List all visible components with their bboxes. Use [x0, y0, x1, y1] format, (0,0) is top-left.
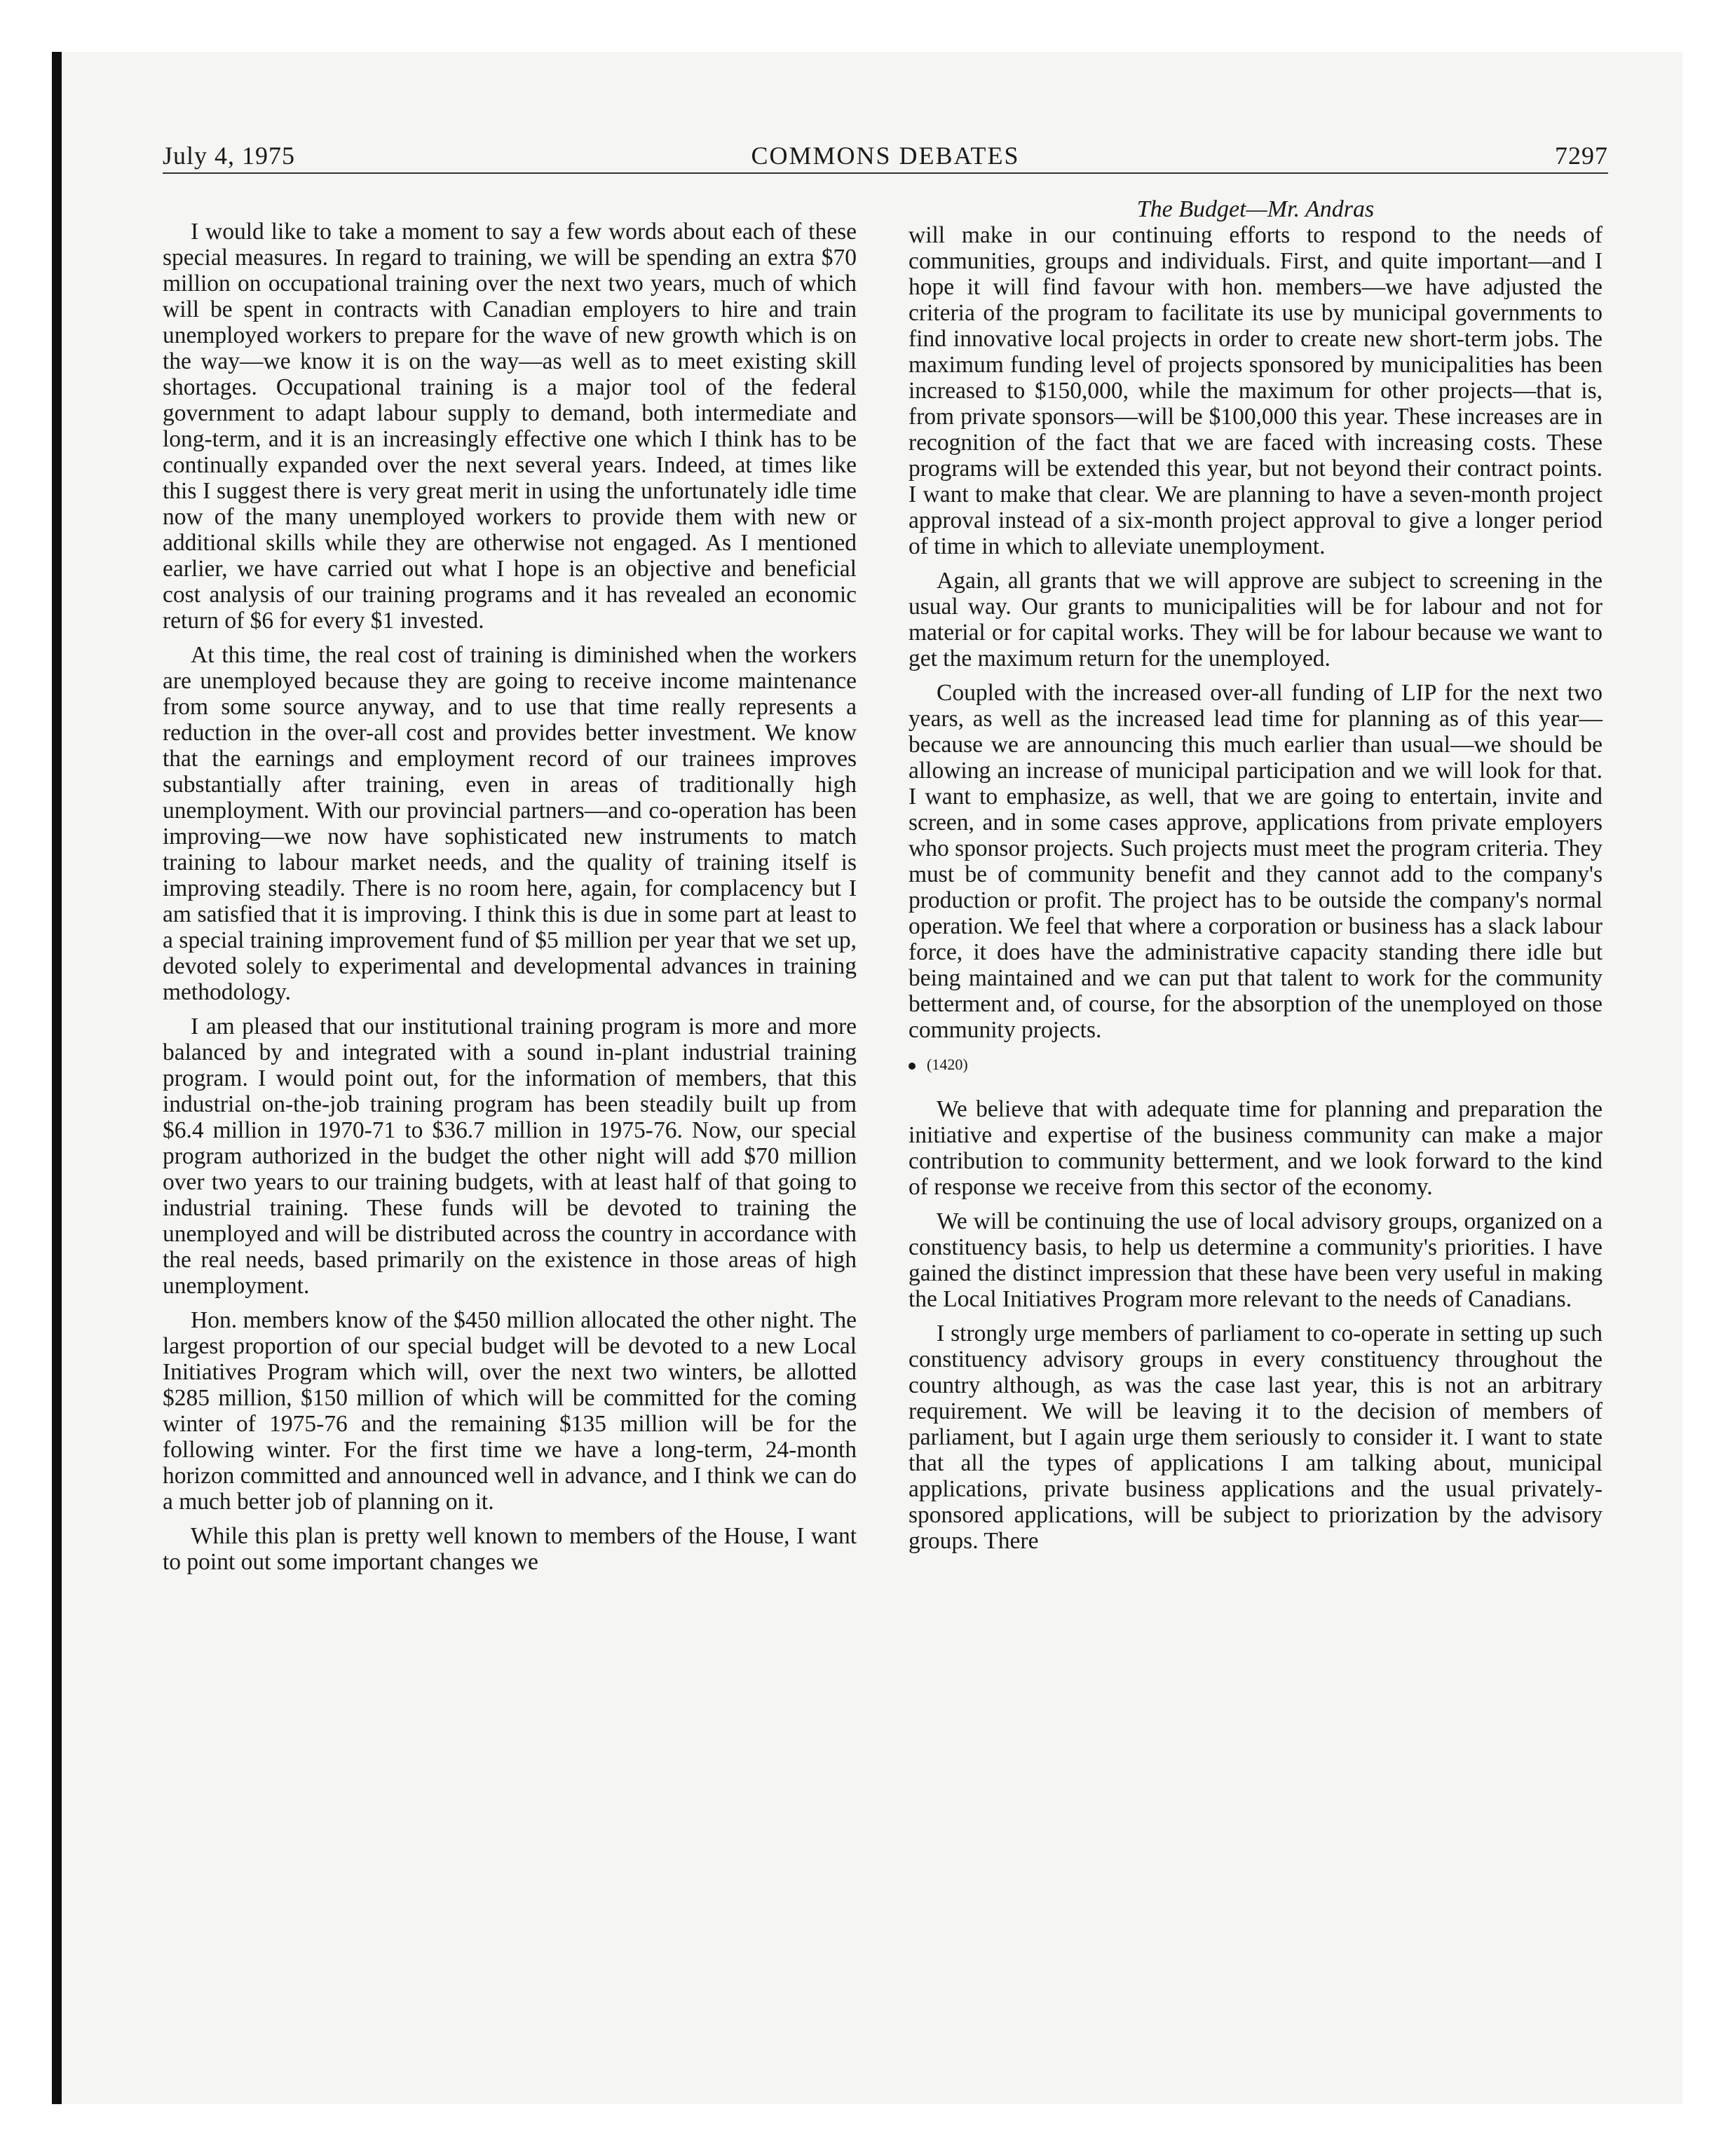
left-column	[163, 219, 857, 1583]
paragraph: At this time, the real cost of training is diminished when the workers are unemployed because they are going to receive income maintenance from some source anyway, and to use that time really represents a reduction in the over-all cost and provides better investment. We know that the earnings and employment record of our trainees improves substantially after training, even in areas of traditionally high unemployment. With our provincial partners—and co-operation has been improving—we now have sophisticated new instruments to match training to labour market needs, and the quality of training itself is improving steadily. There is no room here, again, for complacency but I am satisfied that it is improving. I think this is due in some part at least to a special training improvement fund of $5 million per year that we set up, devoted solely to experimental and developmental advances in training methodology.	[163, 642, 857, 1005]
header-title: COMMONS DEBATES	[751, 142, 1020, 170]
header-page-number: 7297	[1555, 142, 1608, 170]
running-head: The Budget—Mr. Andras	[1136, 196, 1375, 222]
paragraph: I would like to take a moment to say a few words about each of these special measures. In regard to training, we will be spending an extra $70 million on occupational training over the next two years, much of which will be spent in contracts with Canadian employers to hire and train unemployed workers to prepare for the wave of new growth which is on the way—we know it is on the way—as well as to meet existing skill shortages. Occupational training is a major tool of the federal government to adapt labour supply to demand, both intermediate and long-term, and it is an increasingly effective one which I think has to be continually expanded over the next several years. Indeed, at times like this I suggest there is very great merit in using the unfortunately idle time now of the many unemployed workers to provide them with new or additional skills while they are otherwise not engaged. As I mentioned earlier, we have carried out what I hope is an objective and beneficial cost analysis of our training programs and it has revealed an economic return of $6 for every $1 invested.	[163, 219, 857, 634]
paragraph: While this plan is pretty well known to members of the House, I want to point out some important changes we	[163, 1523, 857, 1575]
paragraph: will make in our continuing efforts to respond to the needs of communities, groups and individuals. First, and quite important—and I hope it will find favour with hon. members—we have adjusted the criteria of the program to facilitate its use by municipal governments to find innovative local projects in order to create new short-term jobs. The maximum funding level of projects sponsored by municipalities has been increased to $150,000, while the maximum for other projects—that is, from private sponsors—will be $100,000 this year. These increases are in recognition of the fact that we are faced with increasing costs. These programs will be extended this year, but not beyond their contract points. I want to make that clear. We are planning to have a seven-month project approval instead of a six-month project approval to give a longer period of time in which to alleviate unemployment.	[909, 222, 1603, 559]
paragraph: Hon. members know of the $450 million allocated the other night. The largest proportion of our special budget will be devoted to a new Local Initiatives Program which will, over the next two winters, be allotted $285 million, $150 million of which will be committed for the coming winter of 1975-76 and the remaining $135 million will be for the following winter. For the first time we have a long-term, 24-month horizon committed and announced well in advance, and I think we can do a much better job of planning on it.	[163, 1307, 857, 1515]
paragraph: I am pleased that our institutional training program is more and more balanced by and integrated with a sound in-plant industrial training program. I would point out, for the information of members, that this industrial on-the-job training program has been steadily built up from $6.4 million in 1970-71 to $36.7 million in 1975-76. Now, our special program authorized in the budget the other night will add $70 million over two years to our training budgets, with at least half of that going to industrial training. These funds will be devoted to training the unemployed and will be distributed across the country in accordance with the real needs, based primarily on the existence in those areas of high unemployment.	[163, 1014, 857, 1299]
right-column	[909, 196, 1603, 1562]
bullet-icon	[909, 1063, 916, 1070]
header-date: July 4, 1975	[163, 142, 296, 170]
scan-edge-bar	[52, 52, 62, 2104]
paragraph: We will be continuing the use of local advisory groups, organized on a constituency basis, to help us determine a community's priorities. I have gained the distinct impression that these have been very useful in making the Local Initiatives Program more relevant to the needs of Canadians.	[909, 1208, 1603, 1312]
time-marker	[909, 1054, 1603, 1075]
paragraph: We believe that with adequate time for planning and preparation the initiative and expertise of the business community can make a major contribution to community betterment, and we look forward to the kind of response we receive from this sector of the economy.	[909, 1096, 1603, 1200]
time-marker-label: (1420)	[927, 1056, 968, 1073]
paragraph: I strongly urge members of parliament to co-operate in setting up such constituency advisory groups in every constituency throughout the country although, as was the case last year, this is not an arbitrary requirement. We will be leaving it to the decision of members of parliament, but I again urge them seriously to consider it. I want to state that all the types of applications I am talking about, municipal applications, private business applications and the usual privately-sponsored applications, will be subject to priorization by the advisory groups. There	[909, 1321, 1603, 1554]
paragraph: Again, all grants that we will approve are subject to screening in the usual way. Our grants to municipalities will be for labour and not for material or for capital works. They will be for labour because we want to get the maximum return for the unemployed.	[909, 568, 1603, 671]
paragraph: Coupled with the increased over-all funding of LIP for the next two years, as well as the increased lead time for planning as of this year—because we are announcing this much earlier than usual—we should be allowing an increase of municipal participation and we will look for that. I want to emphasize, as well, that we are going to entertain, invite and screen, and in some cases approve, applications from private employers who sponsor projects. Such projects must meet the program criteria. They must be of community benefit and they cannot add to the company's production or profit. The project has to be outside the company's normal operation. We feel that where a corporation or business has a slack labour force, it does have the administrative capacity standing there idle but being maintained and we can put that talent to work for the community betterment and, of course, for the absorption of the unemployed on those community projects.	[909, 680, 1603, 1043]
page-header	[163, 140, 1608, 171]
header-rule	[163, 172, 1608, 174]
